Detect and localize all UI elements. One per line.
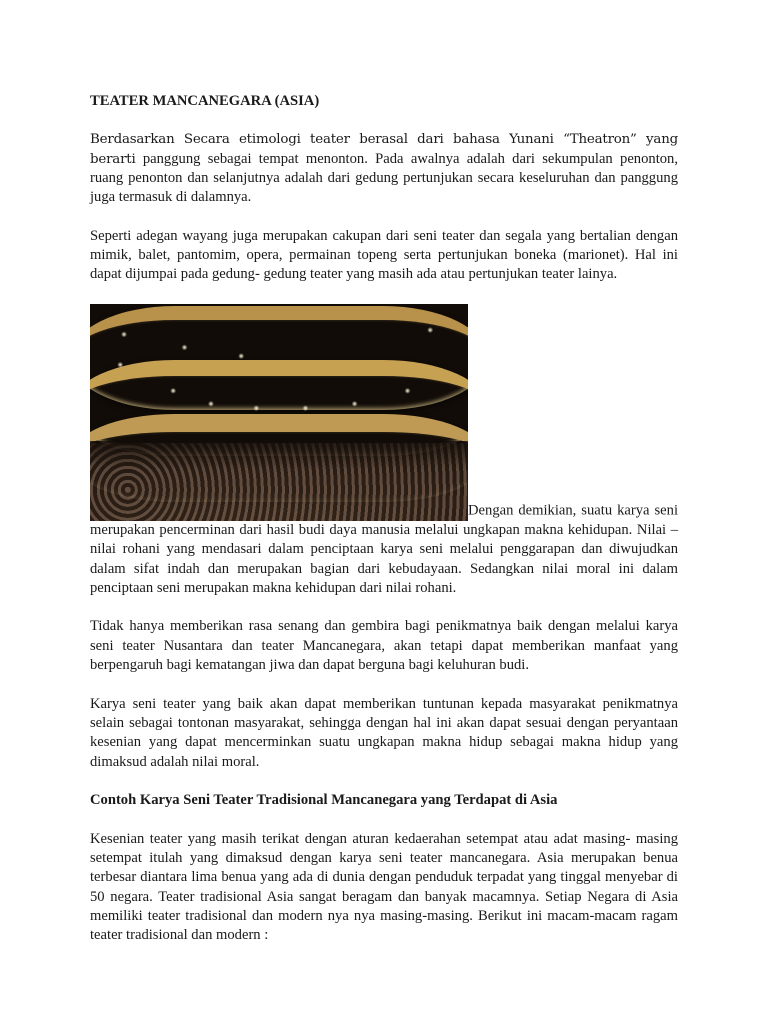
- section-subheading: Contoh Karya Seni Teater Tradisional Mancanegara yang Terdapat di Asia: [90, 792, 558, 809]
- paragraph-etymology-lead: Berdasarkan Secara etimologi teater berasal dari bahasa Yunani “Theatron” yang berarti: [90, 132, 678, 167]
- paragraph-nilai-moral: Karya seni teater yang baik akan dapat memberikan tuntunan kepada masyarakat penikmatnya selain sebagai tontonan masyarakat, sehingga dengan hal ini akan dapat sesuai dengan peryantaan kesenian yang dapat mencerminkan suatu ungkapan makna hidup sebagai makna hidup yang dimaksud adalah nilai moral.: [90, 695, 678, 770]
- paragraph-wayang: Seperti adegan wayang juga merupakan cakupan dari seni teater dan segala yang bertalian dengan mimik, balet, pantomim, opera, permainan topeng serta pertunjukan boneka (marionet). Hal ini dapat dijumpai pada gedung- gedung teater yang masih ada atau pertunjukan teater lainya.: [90, 227, 678, 283]
- paragraph-with-image: [90, 304, 678, 598]
- paragraph-etymology: [90, 130, 678, 207]
- paragraph-manfaat: Tidak hanya memberikan rasa senang dan gembira bagi penikmatnya baik dengan melalui karya seni teater Nusantara dan teater Mancanegara, akan tetapi dapat memberikan manfaat yang berpengaruh bagi kematangan jiwa dan dapat berguna bagi keluhuran budi.: [90, 618, 678, 674]
- paragraph-etymology-rest: panggung sebagai tempat menonton. Pada awalnya adalah dari sekumpulan penonton, ruang penonton dan selanjutnya adalah dari gedung pertunjukan secara keseluruhan dan panggung juga termasuk di dalamnya.: [90, 150, 678, 206]
- crowd-shadow: [90, 441, 468, 521]
- paragraph-asia-tradisional: Kesenian teater yang masih terikat dengan aturan kedaerahan setempat atau adat masing- masing setempat itulah yang dimaksud dengan karya seni teater mancanegara. Asia merupakan benua terbesar diantara lima benua yang ada di dunia dengan penduduk terpadat yang tinggal menyebar di 50 negara. Teater tradisional Asia sangat beragam dan banyak macamnya. Setiap Negara di Asia memiliki teater tradisional dan modern nya nya masing-masing. Berikut ini macam-macam ragam teater tradisional dan modern :: [90, 830, 678, 944]
- paragraph-karya-seni: Dengan demikian, suatu karya seni merupakan pencerminan dari hasil budi daya manusia melalui ungkapan makna kehidupan. Nilai – nilai rohani yang mendasari dalam penciptaan karya seni melalui penggarapan dan diwujudkan dalam sifat indah dan merupakan bagian dari kebudayaan. Sedangkan nilai moral ini dalam penciptaan seni merupakan makna kehidupan dari nilai rohani.: [90, 502, 678, 596]
- document-title: TEATER MANCANEGARA (ASIA): [90, 93, 320, 109]
- theater-auditorium-image: [90, 304, 468, 521]
- document-page: [90, 92, 678, 965]
